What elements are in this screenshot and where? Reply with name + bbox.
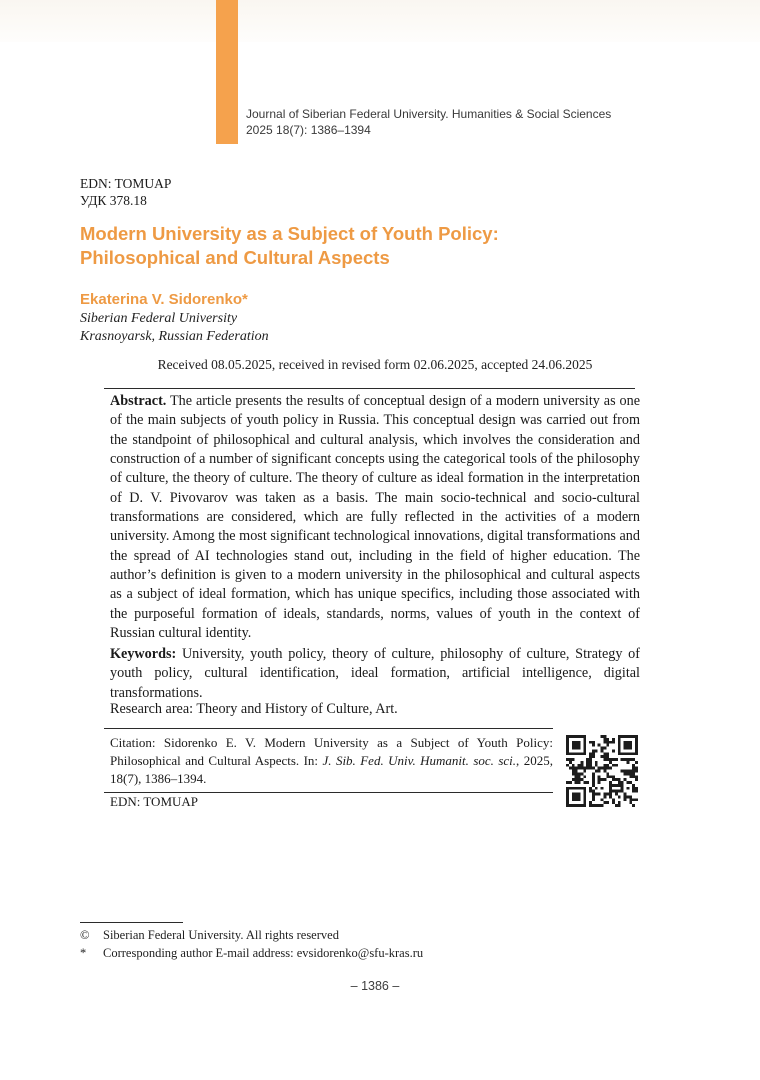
corresponding-author-line [80, 945, 640, 963]
keywords-paragraph [110, 645, 640, 703]
orange-accent-bar [216, 0, 238, 144]
copyright-text: Siberian Federal University. All rights reserved [103, 928, 339, 942]
received-dates-line: Received 08.05.2025, received in revised form 02.06.2025, accepted 24.06.2025 [157, 357, 593, 372]
copyright-line [80, 927, 640, 945]
citation-text [110, 734, 553, 788]
journal-issue: 2025 18(7): 1386–1394 [246, 123, 371, 137]
citation-journal-abbrev: J. Sib. Fed. Univ. Humanit. soc. sci. [322, 753, 517, 768]
article-title-line2: Philosophical and Cultural Aspects [80, 247, 390, 268]
author-name: Ekaterina V. Sidorenko* [80, 291, 248, 308]
udk-code: УДК 378.18 [80, 192, 147, 208]
article-title [80, 222, 660, 270]
research-area-line: Research area: Theory and History of Culture, Art. [110, 701, 398, 717]
affiliation-institution: Siberian Federal University [80, 311, 238, 326]
keywords-text: University, youth policy, theory of culture, philosophy of culture, Strategy of youth policy, cultural identification, ideal formation, artificial intelligence, digital transformations. [110, 646, 641, 701]
edn-code: EDN: TOMUAP [80, 176, 172, 191]
abstract-paragraph [110, 392, 640, 643]
page-top-watermark-band [0, 0, 760, 42]
citation-suffix: , 2025, 18(7), 1386–1394. [110, 753, 553, 786]
corresponding-author-text: Corresponding author E-mail address: evsidorenko@sfu-kras.ru [103, 945, 424, 960]
citation-bottom-rule [104, 792, 553, 793]
footnote-rule [80, 922, 183, 923]
citation-top-rule [104, 728, 553, 729]
asterisk-marker: * [80, 945, 87, 960]
affiliation-location: Krasnoyarsk, Russian Federation [80, 328, 269, 344]
citation-prefix: Citation: Sidorenko E. V. Modern University as a Subject of Youth Policy: Philosophical and Cultural Aspects. In: [110, 735, 553, 768]
abstract-top-rule [104, 388, 635, 389]
abstract-label: Abstract. [110, 393, 167, 409]
citation-block [110, 734, 553, 811]
citation-edn: EDN: TOMUAP [110, 794, 199, 809]
author-affiliation [80, 310, 269, 345]
copyright-icon: © [80, 928, 90, 942]
qr-code [566, 735, 638, 807]
article-title-line1: Modern University as a Subject of Youth Policy: [80, 223, 499, 244]
journal-reference [246, 106, 726, 138]
keywords-label: Keywords: [110, 646, 177, 662]
footer-notes [80, 927, 640, 962]
article-meta [80, 176, 171, 209]
page-number: – 1386 – [350, 979, 400, 993]
abstract-text: The article presents the results of conceptual design of a modern university as one of the main subjects of youth policy in Russia. This conceptual design was carried out from the standpoint of philosophical and cultural analysis, which involves the consideration and construction of a number of significant concepts using the categorical tools of the philosophy of culture, the theory of culture. The theory of culture as ideal formation in the interpretation of D. V. Pivovarov was taken as a basis. The main socio-technical and socio-cultural transformations are considered, which are fully reflected in the activities of a modern university. Among the most significant technological innovations, digital transformations and the spread of AI technologies stand out, including in the field of higher education. The author’s definition is given to a modern university in the philosophical and cultural aspects as a subject of ideal formation, which has unique specifics, including those associated with the purposeful formation of ideals, standards, norms, values of youth in the context of Russian cultural identity. [110, 393, 640, 642]
journal-name: Journal of Siberian Federal University. Humanities & Social Sciences [246, 107, 612, 121]
